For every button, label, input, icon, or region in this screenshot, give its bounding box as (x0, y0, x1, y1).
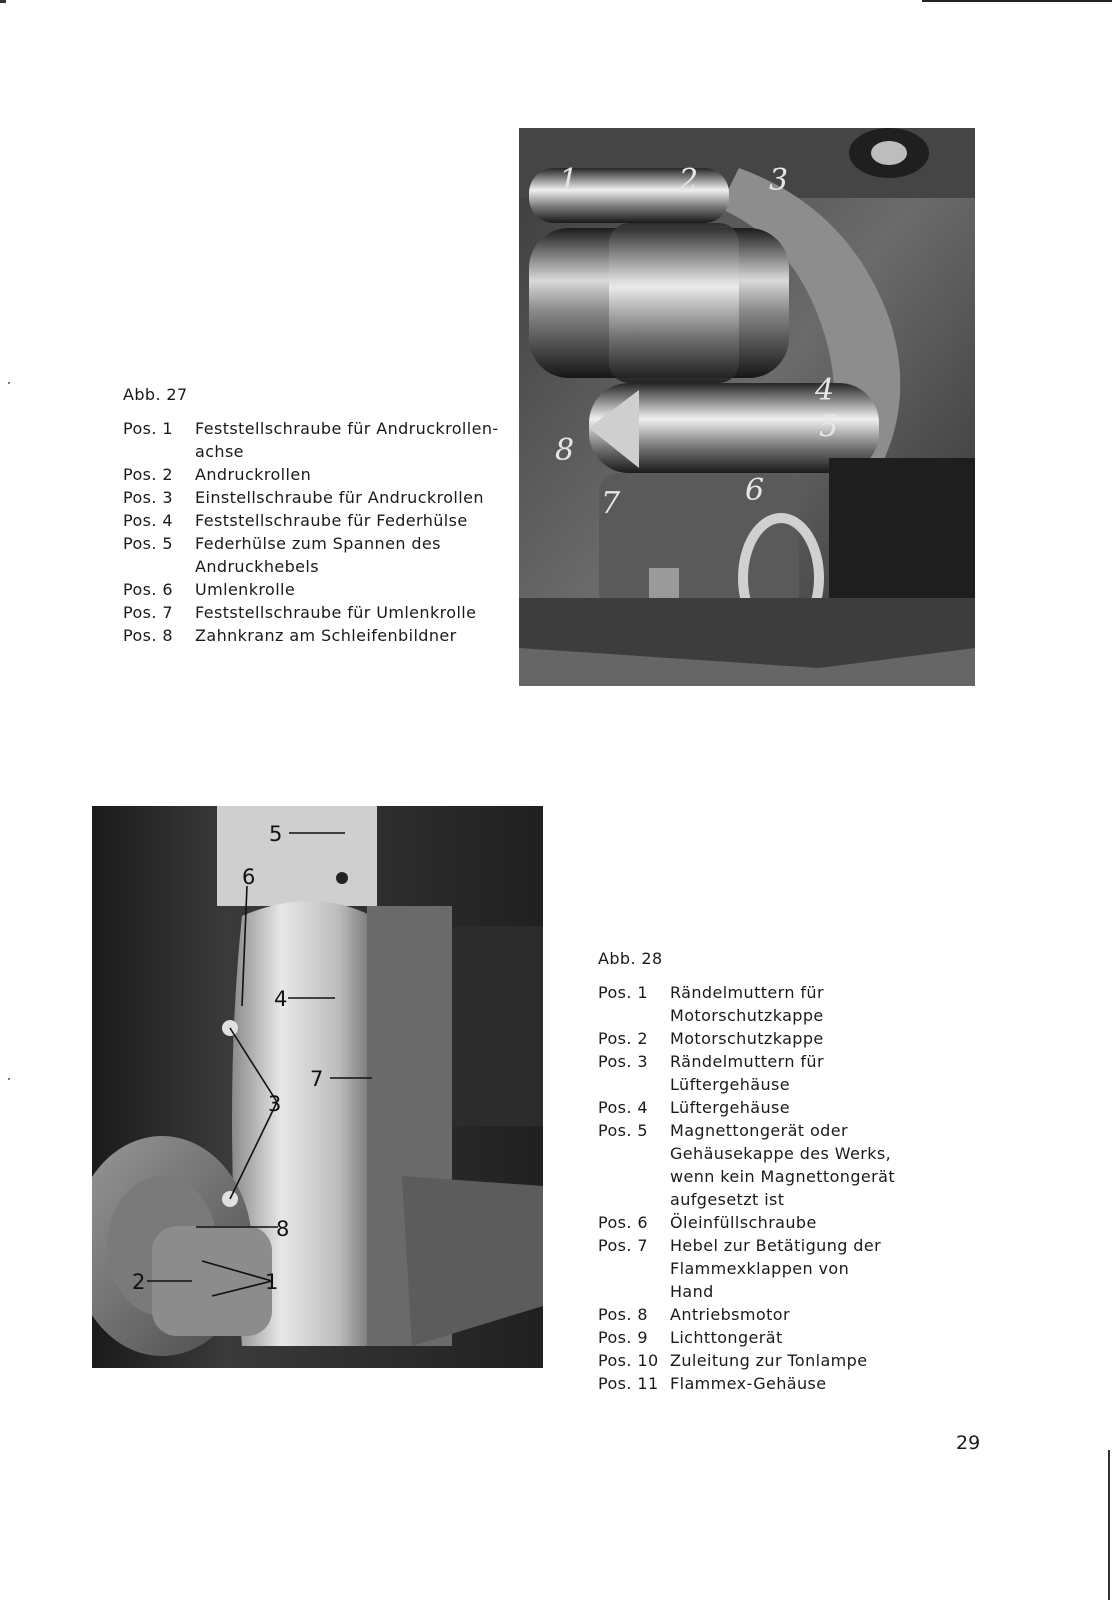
margin-dot (8, 382, 10, 384)
pos-text: Rändelmuttern für Motorschutzkappe (670, 983, 824, 1025)
pos-label: Pos. 5 (123, 534, 173, 553)
list-item (123, 509, 503, 532)
right-edge-line (1108, 1450, 1110, 1600)
photo-abb27 (519, 128, 975, 686)
photo-abb28-label: 3 (268, 1092, 282, 1116)
pos-label: Pos. 2 (123, 465, 173, 484)
photo-abb27-image (519, 128, 975, 686)
pos-label: Pos. 4 (598, 1098, 648, 1117)
pos-label: Pos. 9 (598, 1328, 648, 1347)
list-item (123, 486, 503, 509)
pos-label: Pos. 10 (598, 1351, 659, 1370)
photo-abb28-label: 7 (310, 1067, 324, 1091)
pos-label: Pos. 4 (123, 511, 173, 530)
figure-title: Abb. 27 (123, 385, 188, 404)
photo-abb28 (92, 806, 543, 1368)
pos-text: Rändelmuttern für Lüftergehäuse (670, 1052, 824, 1094)
list-item (123, 578, 503, 601)
pos-label: Pos. 8 (123, 626, 173, 645)
pos-text: Andruckrollen (195, 465, 312, 484)
pos-label: Pos. 5 (598, 1121, 648, 1140)
photo-abb28-label: 2 (132, 1270, 146, 1294)
photo-abb27-label: 2 (679, 163, 699, 198)
pos-label: Pos. 6 (123, 580, 173, 599)
list-item (598, 1326, 898, 1349)
photo-abb28-label: 5 (269, 822, 283, 846)
pos-text: Antriebsmotor (670, 1305, 790, 1324)
pos-text: Zahnkranz am Schleifenbildner (195, 626, 457, 645)
photo-abb28-label: 4 (274, 987, 288, 1011)
list-item (598, 1349, 898, 1372)
pos-text: Magnettongerät oder Gehäusekappe des Werks, wenn kein Magnettongerät aufgesetzt ist (670, 1121, 895, 1209)
margin-dot (8, 1078, 10, 1080)
photo-abb27-label: 5 (819, 409, 839, 444)
photo-abb27-label: 8 (555, 433, 575, 468)
pos-label: Pos. 3 (123, 488, 173, 507)
list-item (598, 1050, 898, 1096)
pos-label: Pos. 8 (598, 1305, 648, 1324)
list-item (598, 1096, 898, 1119)
pos-label: Pos. 7 (123, 603, 173, 622)
photo-abb28-label: 6 (242, 865, 256, 889)
list-item (598, 1303, 898, 1326)
list-item (123, 417, 503, 463)
pos-label: Pos. 11 (598, 1374, 659, 1393)
pos-text: Zuleitung zur Tonlampe (670, 1351, 868, 1370)
figure-title: Abb. 28 (598, 949, 663, 968)
pos-label: Pos. 1 (598, 983, 648, 1002)
list-item (598, 981, 898, 1027)
corner-mark (0, 0, 6, 3)
pos-label: Pos. 2 (598, 1029, 648, 1048)
list-item (123, 463, 503, 486)
pos-text: Feststellschraube für Umlenkrolle (195, 603, 477, 622)
list-item (598, 1372, 898, 1395)
pos-text: Lichttongerät (670, 1328, 783, 1347)
photo-abb27-label: 1 (559, 163, 579, 198)
list-item (598, 1211, 898, 1234)
pos-text: Lüftergehäuse (670, 1098, 791, 1117)
pos-text: Flammex-Gehäuse (670, 1374, 827, 1393)
pos-label: Pos. 3 (598, 1052, 648, 1071)
pos-text: Öleinfüllschraube (670, 1213, 817, 1232)
list-item (598, 1119, 898, 1211)
pos-label: Pos. 7 (598, 1236, 648, 1255)
pos-text: Federhülse zum Spannen des Andruckhebels (195, 534, 441, 576)
pos-text: Umlenkrolle (195, 580, 296, 599)
caption-abb28 (598, 947, 898, 1395)
pos-text: Feststellschraube für Andruckrollen-achse (195, 419, 499, 461)
list-item (123, 624, 503, 647)
photo-abb27-label: 4 (815, 373, 835, 408)
list-item (123, 532, 503, 578)
photo-abb27-label: 7 (601, 486, 621, 521)
pos-text: Einstellschraube für Andruckrollen (195, 488, 484, 507)
list-item (123, 601, 503, 624)
list-item (598, 1027, 898, 1050)
list-item (598, 1234, 898, 1303)
photo-abb28-label: 1 (265, 1270, 279, 1294)
pos-label: Pos. 1 (123, 419, 173, 438)
photo-abb28-label: 8 (276, 1217, 290, 1241)
photo-abb27-label: 3 (769, 163, 789, 198)
top-border-line (922, 0, 1112, 2)
caption-abb27 (123, 383, 503, 647)
photo-abb27-label: 6 (745, 473, 765, 508)
pos-text: Feststellschraube für Federhülse (195, 511, 468, 530)
pos-label: Pos. 6 (598, 1213, 648, 1232)
page-number: 29 (956, 1432, 981, 1454)
pos-text: Motorschutzkappe (670, 1029, 824, 1048)
photo-abb28-image (92, 806, 543, 1368)
pos-text: Hebel zur Betätigung der Flammexklappen von Hand (670, 1236, 882, 1301)
